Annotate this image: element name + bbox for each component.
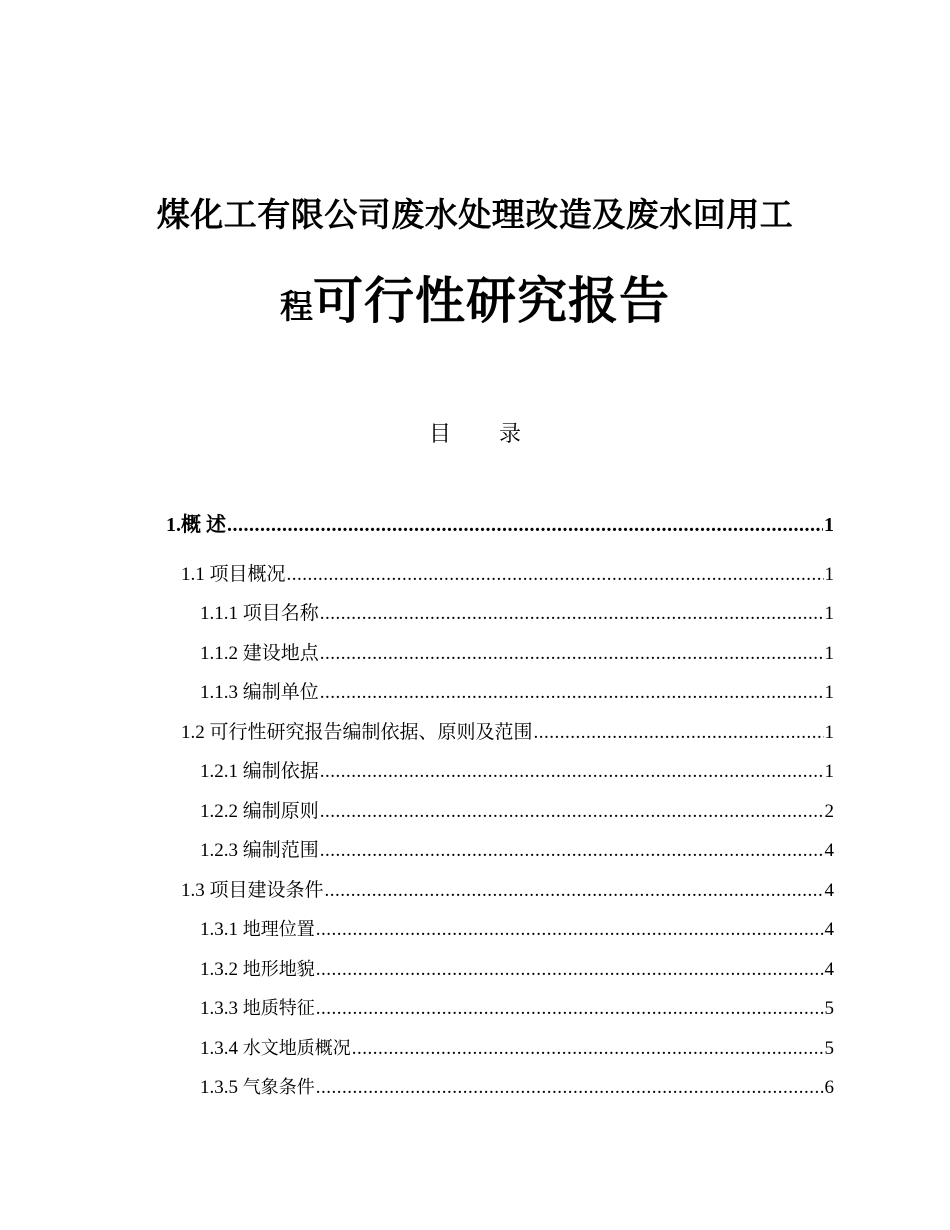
toc-entry-number: 1. (166, 514, 181, 536)
toc-entry-number: 1.2.3 (200, 840, 243, 861)
toc-entry-number: 1.1 (181, 564, 210, 585)
toc-entry-number: 1.1.1 (200, 603, 243, 624)
toc-entry-text: 地质特征 (242, 998, 315, 1019)
toc-entry-page: 4 (824, 919, 834, 940)
report-title-line-1: 煤化工有限公司废水处理改造及废水回用工 (156, 195, 794, 234)
toc-entry-page: 1 (824, 564, 834, 585)
toc-entry-label (200, 599, 319, 629)
toc-leader-dots (316, 915, 824, 945)
toc-leader-dots (316, 994, 824, 1024)
toc-leader-dots (227, 510, 823, 540)
toc-entry-number: 1.3.2 (200, 959, 243, 980)
toc-entry[interactable] (200, 639, 834, 669)
toc-leader-dots (287, 560, 824, 590)
toc-leader-dots (320, 678, 824, 708)
toc-leader-dots (320, 836, 824, 866)
toc-entry-page: 1 (824, 682, 834, 703)
toc-entry-text: 地理位置 (242, 919, 315, 940)
toc-entry-label (166, 510, 226, 540)
toc-entry[interactable] (200, 678, 834, 708)
toc-entry-page: 1 (824, 643, 834, 664)
toc-entry[interactable] (181, 560, 834, 590)
report-title-line-2-main: 可行性研究报告 (313, 272, 670, 330)
toc-heading (0, 418, 950, 452)
toc-entry[interactable] (200, 1034, 834, 1064)
toc-leader-dots (534, 718, 824, 748)
toc-entry-page: 1 (824, 603, 834, 624)
toc-entry-text: 编制原则 (242, 801, 319, 822)
toc-entry-text: 可行性研究报告编制依据、原则及范围 (209, 722, 533, 743)
toc-entry-label (200, 757, 319, 787)
toc-entry-text: 编制依据 (242, 761, 319, 782)
toc-entry[interactable] (181, 718, 834, 748)
toc-leader-dots (320, 757, 824, 787)
toc-entry-page: 1 (824, 761, 834, 782)
toc-entry-label (181, 876, 324, 906)
toc-entry-text: 编制范围 (242, 840, 319, 861)
toc-heading-right: 录 (499, 422, 522, 447)
toc-entry-label (200, 915, 315, 945)
toc-entry-label (181, 560, 286, 590)
toc-leader-dots (320, 599, 824, 629)
toc-leader-dots (320, 797, 824, 827)
toc-entry[interactable] (166, 510, 834, 540)
toc-entry[interactable] (200, 757, 834, 787)
toc-entry-number: 1.3 (181, 880, 210, 901)
toc-entry-number: 1.2.2 (200, 801, 243, 822)
toc-entry-label (200, 994, 315, 1024)
report-title-line-2 (0, 266, 950, 348)
toc-entry[interactable] (200, 797, 834, 827)
toc-entry-number: 1.3.1 (200, 919, 243, 940)
toc-entry-page: 5 (824, 998, 834, 1019)
toc-leader-dots (320, 639, 824, 669)
toc-entry-text: 地形地貌 (242, 959, 315, 980)
toc-entry-page: 1 (824, 722, 834, 743)
toc-entry[interactable] (181, 876, 834, 906)
toc-entry-text: 编制单位 (242, 682, 319, 703)
toc-leader-dots (325, 876, 824, 906)
toc-entry-label (200, 797, 319, 827)
toc-entry-number: 1.2.1 (200, 761, 243, 782)
toc-entry-label (200, 1034, 351, 1064)
toc-leader-dots (352, 1034, 824, 1064)
toc-entry-number: 1.3.5 (200, 1077, 243, 1098)
toc-entry-number: 1.3.4 (200, 1038, 243, 1059)
toc-entry-label (200, 955, 315, 985)
toc-entry-text: 气象条件 (242, 1077, 315, 1098)
toc-entry-number: 1.3.3 (200, 998, 243, 1019)
toc-entry-label (200, 1073, 315, 1103)
toc-entry-text: 建设地点 (242, 643, 319, 664)
toc-entry-label (181, 718, 533, 748)
toc-entry[interactable] (200, 915, 834, 945)
toc-entry-text: 项目建设条件 (209, 880, 324, 901)
toc-leader-dots (316, 1073, 824, 1103)
toc-entry[interactable] (200, 994, 834, 1024)
toc-entry-text: 水文地质概况 (242, 1038, 351, 1059)
toc-entry-page: 5 (824, 1038, 834, 1059)
toc-entry-number: 1.2 (181, 722, 210, 743)
toc-entry-label (200, 836, 319, 866)
toc-entry-page: 4 (824, 880, 834, 901)
toc-leader-dots (316, 955, 824, 985)
toc-entry-number: 1.1.2 (200, 643, 243, 664)
toc-entry-page: 1 (824, 514, 834, 536)
toc-heading-left: 目 (428, 422, 451, 447)
toc-entry-text: 项目名称 (242, 603, 319, 624)
toc-entry-page: 6 (824, 1077, 834, 1098)
toc-entry-page: 4 (824, 840, 834, 861)
toc-entry[interactable] (200, 1073, 834, 1103)
toc-entry[interactable] (200, 955, 834, 985)
toc-entry-page: 2 (824, 801, 834, 822)
report-title-line-2-prefix: 程 (280, 287, 313, 326)
toc-entry-text: 概 述 (181, 514, 226, 536)
toc-entry-label (200, 639, 319, 669)
toc-entry[interactable] (200, 599, 834, 629)
toc-entry[interactable] (200, 836, 834, 866)
toc-entry-text: 项目概况 (209, 564, 286, 585)
toc-entry-label (200, 678, 319, 708)
toc-entry-number: 1.1.3 (200, 682, 243, 703)
toc-entry-page: 4 (824, 959, 834, 980)
